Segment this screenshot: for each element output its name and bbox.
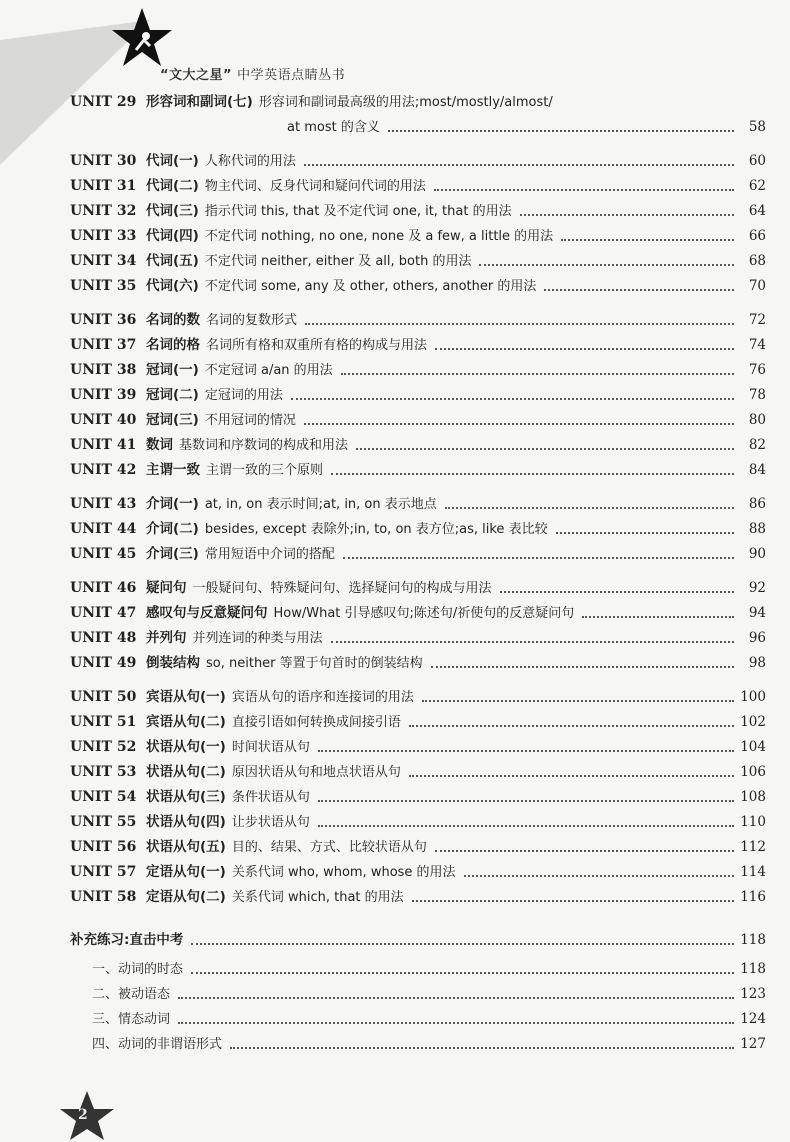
toc-entry[interactable]: UNIT 58 定语从句(二) 关系代词 which, that 的用法 116 <box>70 889 766 905</box>
toc-entry[interactable]: UNIT 31 代词(二) 物主代词、反身代词和疑问代词的用法 62 <box>70 178 766 194</box>
toc-entry[interactable]: UNIT 57 定语从句(一) 关系代词 who, whom, whose 的用法 114 <box>70 864 766 880</box>
toc-entry[interactable]: UNIT 30 代词(一) 人称代词的用法 60 <box>70 153 766 169</box>
toc-entry[interactable]: UNIT 47 感叹句与反意疑问句 How/What 引导感叹句;陈述句/祈使句的反意疑问句 94 <box>70 605 766 621</box>
star-logo-icon <box>110 6 174 70</box>
toc-entry[interactable]: UNIT 45 介词(三) 常用短语中介词的搭配 90 <box>70 546 766 562</box>
toc-entry[interactable]: UNIT 55 状语从句(四) 让步状语从句 110 <box>70 814 766 830</box>
toc-entry[interactable]: UNIT 46 疑问句 一般疑问句、特殊疑问句、选择疑问句的构成与用法 92 <box>70 580 766 596</box>
toc-entry[interactable]: UNIT 39 冠词(二) 定冠词的用法 78 <box>70 387 766 403</box>
toc-entry[interactable]: UNIT 48 并列句 并列连词的种类与用法 96 <box>70 630 766 646</box>
supplement-item[interactable]: 二、被动语态 123 <box>92 986 766 1002</box>
toc-entry[interactable]: UNIT 37 名词的格 名词所有格和双重所有格的构成与用法 74 <box>70 337 766 353</box>
toc-entry[interactable]: UNIT 44 介词(二) besides, except 表除外;in, to, on 表方位;as, like 表比较 88 <box>70 521 766 537</box>
toc-entry[interactable]: UNIT 41 数词 基数词和序数词的构成和用法 82 <box>70 437 766 453</box>
supplement-item[interactable]: 三、情态动词 124 <box>92 1011 766 1027</box>
toc-entry[interactable]: UNIT 53 状语从句(二) 原因状语从句和地点状语从句 106 <box>70 764 766 780</box>
series-title: “文大之星” 中学英语点睛丛书 <box>160 68 346 83</box>
page-number: 2 <box>78 1107 88 1123</box>
toc-entry[interactable]: UNIT 36 名词的数 名词的复数形式 72 <box>70 312 766 328</box>
toc-entry[interactable]: UNIT 33 代词(四) 不定代词 nothing, no one, none 及 a few, a little 的用法 66 <box>70 228 766 244</box>
supplement-item[interactable]: 一、动词的时态 118 <box>92 961 766 977</box>
supplement-heading[interactable]: 补充练习:直击中考 118 <box>70 932 766 948</box>
toc-entry[interactable]: UNIT 42 主谓一致 主谓一致的三个原则 84 <box>70 462 766 478</box>
toc-entry[interactable]: UNIT 52 状语从句(一) 时间状语从句 104 <box>70 739 766 755</box>
toc-entry[interactable]: UNIT 43 介词(一) at, in, on 表示时间;at, in, on 表示地点 86 <box>70 496 766 512</box>
toc-entry[interactable]: UNIT 34 代词(五) 不定代词 neither, either 及 all, both 的用法 68 <box>70 253 766 269</box>
toc-entry[interactable]: UNIT 38 冠词(一) 不定冠词 a/an 的用法 76 <box>70 362 766 378</box>
toc-entry[interactable]: UNIT 50 宾语从句(一) 宾语从句的语序和连接词的用法 100 <box>70 689 766 705</box>
toc-entry[interactable]: UNIT 40 冠词(三) 不用冠词的情况 80 <box>70 412 766 428</box>
toc-entry[interactable]: UNIT 51 宾语从句(二) 直接引语如何转换成间接引语 102 <box>70 714 766 730</box>
toc-entry[interactable]: UNIT 35 代词(六) 不定代词 some, any 及 other, others, another 的用法 70 <box>70 278 766 294</box>
toc-entry[interactable]: UNIT 54 状语从句(三) 条件状语从句 108 <box>70 789 766 805</box>
toc-entry[interactable]: UNIT 49 倒装结构 so, neither 等置于句首时的倒装结构 98 <box>70 655 766 671</box>
toc-entry[interactable]: UNIT 32 代词(三) 指示代词 this, that 及不定代词 one, it, that 的用法 64 <box>70 203 766 219</box>
toc-entry-continuation[interactable]: at most 的含义 58 <box>287 119 766 135</box>
table-of-contents <box>70 90 766 1057</box>
toc-entry[interactable]: UNIT 56 状语从句(五) 目的、结果、方式、比较状语从句 112 <box>70 839 766 855</box>
toc-entry[interactable]: UNIT 29 形容词和副词(七) 形容词和副词最高级的用法;most/mostly/almost/ <box>70 94 553 110</box>
supplement-item[interactable]: 四、动词的非谓语形式 127 <box>92 1036 766 1052</box>
